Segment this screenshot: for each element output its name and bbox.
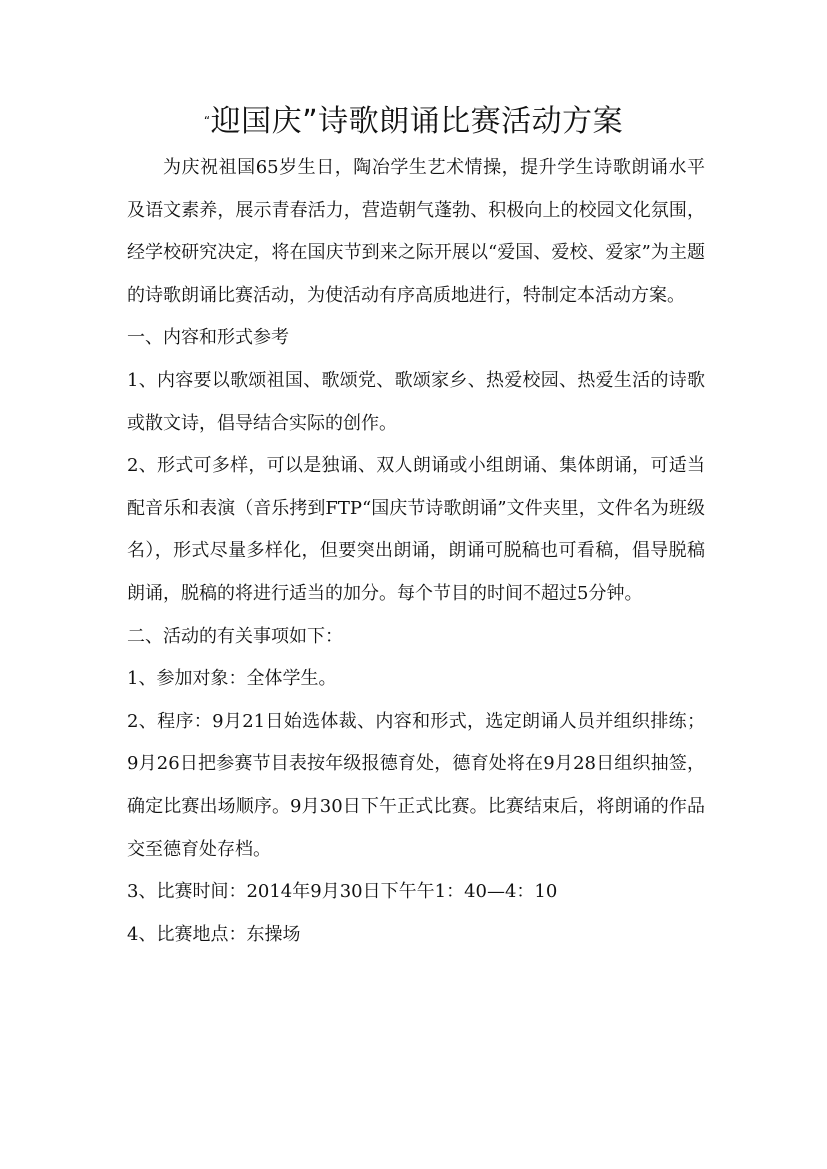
matter-item-3: 3、比赛时间：2014年9月30日下午午1：40—4：10 [127, 881, 558, 903]
matter-item-1: 1、参加对象：全体学生。 [127, 668, 337, 690]
content-item-2: 2、形式可多样，可以是独诵、双人朗诵或小组朗诵、集体朗诵，可适当配音乐和表演（音乐拷到FTP“国庆节诗歌朗诵”文件夹里，文件名为班级名），形式尽量多样化，但要突出朗诵，朗诵可脱稿也可看稿，倡导脱稿朗诵，脱稿的将进行适当的加分。每个节目的时间不超过5分钟。 [127, 455, 705, 604]
content-item-1: 1、内容要以歌颂祖国、歌颂党、歌颂家乡、热爱校园、热爱生活的诗歌或散文诗，倡导结合实际的创作。 [127, 369, 705, 434]
title-open-quote: “ [203, 113, 211, 128]
section-heading-matters: 二、活动的有关事项如下： [127, 625, 343, 647]
intro-paragraph: 为庆祝祖国65岁生日，陶冶学生艺术情操，提升学生诗歌朗诵水平及语文素养，展示青春活力，营造朝气蓬勃、积极向上的校园文化氛围，经学校研究决定，将在国庆节到来之际开展以“爱国、爱校、爱家”为主题的诗歌朗诵比赛活动，为使活动有序高质地进行，特制定本活动方案。 [127, 157, 705, 306]
matter-item-4: 4、比赛地点：东操场 [127, 923, 301, 945]
document-title [0, 100, 827, 145]
section-heading-content-form: 一、内容和形式参考 [127, 327, 289, 349]
document-body [127, 147, 705, 956]
matter-item-2: 2、程序：9月21日始选体裁、内容和形式，选定朗诵人员并组织排练；9月26日把参赛节目表按年级报德育处，德育处将在9月28日组织抽签，确定比赛出场顺序。9月30日下午正式比赛。比赛结束后，将朗诵的作品交至德育处存档。 [127, 710, 705, 860]
title-text: 迎国庆”诗歌朗诵比赛活动方案 [210, 104, 624, 139]
